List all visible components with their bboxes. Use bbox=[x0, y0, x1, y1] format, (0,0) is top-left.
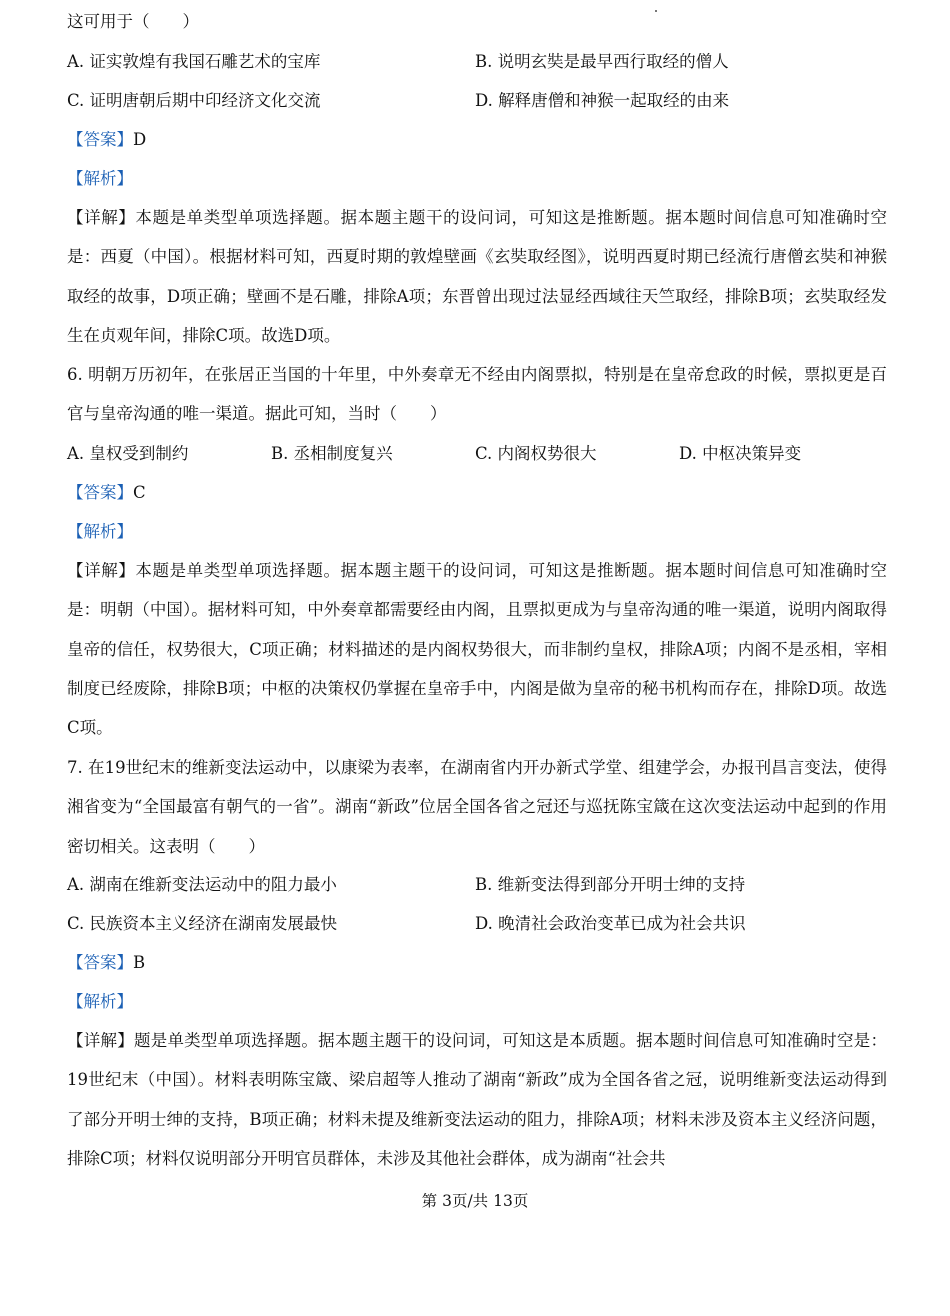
detail-tag: 【详解】 bbox=[67, 561, 136, 580]
q5-option-c: C. 证明唐朝后期中印经济文化交流 bbox=[67, 91, 321, 110]
q6-option-c: C. 内阁权势很大 bbox=[475, 444, 597, 463]
q7-option-d: D. 晚清社会政治变革已成为社会共识 bbox=[475, 914, 746, 933]
q7-stem: 7. 在19世纪末的维新变法运动中，以康梁为表率，在湖南省内开办新式学堂、组建学会，办报刊昌言变法，使得湘省变为“全国最富有朝气的一省”。湖南“新政”位居全国各省之冠还与巡抚陈宝箴在这次变法运动中起到的作用密切相关。这表明（ ） bbox=[67, 758, 887, 856]
answer-tag: 【答案】 bbox=[67, 483, 133, 502]
q5-option-a: A. 证实敦煌有我国石雕艺术的宝库 bbox=[67, 52, 321, 71]
q6-stem: 6. 明朝万历初年，在张居正当国的十年里，中外奏章无不经由内阁票拟，特别是在皇帝怠政的时候，票拟更是百官与皇帝沟通的唯一渠道。据此可知，当时（ ） bbox=[67, 365, 887, 424]
q5-option-d: D. 解释唐僧和神猴一起取经的由来 bbox=[475, 91, 730, 110]
answer-tag: 【答案】 bbox=[67, 953, 133, 972]
q6-answer-line bbox=[67, 482, 146, 504]
q7-detail bbox=[67, 1021, 887, 1178]
q7-option-b: B. 维新变法得到部分开明士绅的支持 bbox=[475, 875, 746, 894]
detail-text: 本题是单类型单项选择题。据本题主题干的设问词，可知这是推断题。据本题时间信息可知准确时空是：西夏（中国）。根据材料可知，西夏时期的敦煌壁画《玄奘取经图》，说明西夏时期已经流行唐僧玄奘和神猴取经的故事，D项正确；壁画不是石雕，排除A项；东晋曾出现过法显经西域往天竺取经，排除B项；玄奘取经发生在贞观年间，排除C项。故选D项。 bbox=[67, 208, 888, 345]
q6-detail bbox=[67, 551, 887, 747]
answer-value: C bbox=[133, 483, 146, 502]
detail-tag: 【详解】 bbox=[67, 1031, 134, 1050]
q6-analysis-heading bbox=[67, 521, 133, 543]
q6-option-b: B. 丞相制度复兴 bbox=[271, 444, 393, 463]
scan-speck bbox=[655, 10, 657, 12]
analysis-tag: 【解析】 bbox=[67, 169, 133, 188]
detail-text: 本题是单类型单项选择题。据本题主题干的设问词，可知这是推断题。据本题时间信息可知准确时空是：明朝（中国）。据材料可知，中外奏章都需要经由内阁，且票拟更成为与皇帝沟通的唯一渠道，说明内阁取得皇帝的信任，权势很大，C项正确；材料描述的是内阁权势很大，而非制约皇权，排除A项；内阁不是丞相，宰相制度已经废除，排除B项；中枢的决策权仍掌握在皇帝手中，内阁是做为皇帝的秘书机构而存在，排除D项。故选C项。 bbox=[67, 561, 888, 738]
q5-answer-line bbox=[67, 129, 146, 151]
q5-detail bbox=[67, 198, 887, 355]
answer-tag: 【答案】 bbox=[67, 130, 133, 149]
q5-analysis-heading bbox=[67, 168, 133, 190]
detail-tag: 【详解】 bbox=[67, 208, 136, 227]
q7-option-a: A. 湖南在维新变法运动中的阻力最小 bbox=[67, 875, 337, 894]
q7-answer-line bbox=[67, 952, 145, 974]
answer-value: D bbox=[133, 130, 147, 149]
q7-analysis-heading bbox=[67, 991, 133, 1013]
q6-option-d: D. 中枢决策异变 bbox=[679, 444, 802, 463]
answer-value: B bbox=[133, 953, 146, 972]
page-footer: 第 3页/共 13页 bbox=[421, 1192, 529, 1210]
analysis-tag: 【解析】 bbox=[67, 522, 133, 541]
q6-option-a: A. 皇权受到制约 bbox=[67, 444, 189, 463]
detail-text: 题是单类型单项选择题。据本题主题干的设问词，可知这是本质题。据本题时间信息可知准确时空是：19世纪末（中国）。材料表明陈宝箴、梁启超等人推动了湖南“新政”成为全国各省之冠，说明维新变法运动得到了部分开明士绅的支持，B项正确；材料未提及维新变法运动的阻力，排除A项；材料未涉及资本主义经济问题，排除C项；材料仅说明部分开明官员群体，未涉及其他社会群体，成为湖南“社会共 bbox=[67, 1031, 888, 1168]
analysis-tag: 【解析】 bbox=[67, 992, 133, 1011]
q7-option-c: C. 民族资本主义经济在湖南发展最快 bbox=[67, 914, 338, 933]
q5-option-b: B. 说明玄奘是最早西行取经的僧人 bbox=[475, 52, 729, 71]
q5-stem-tail: 这可用于（ ） bbox=[67, 12, 199, 31]
